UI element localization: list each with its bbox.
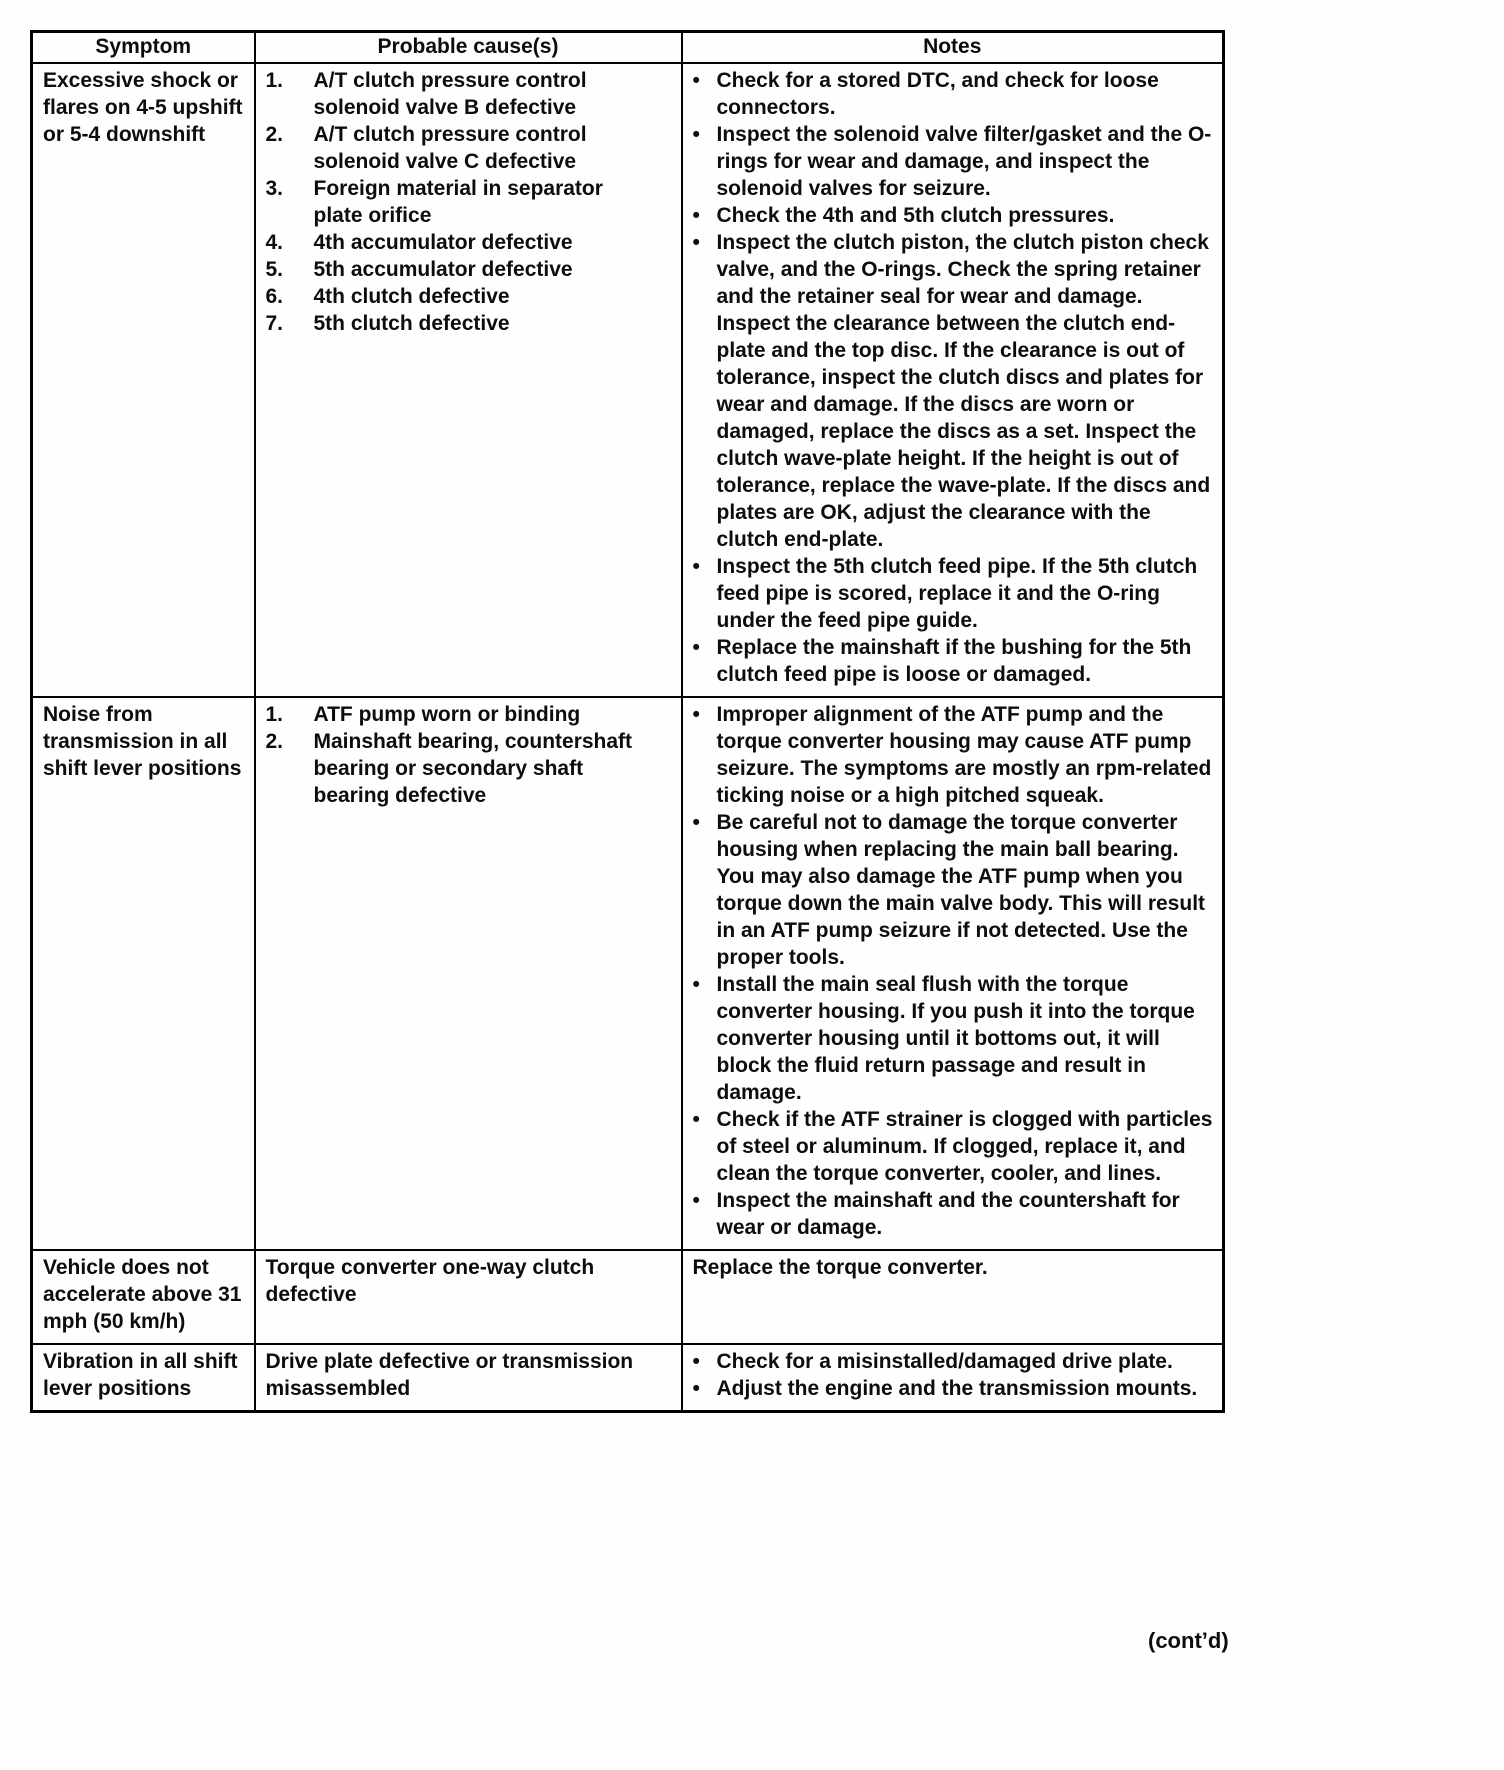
cause-text: 5th clutch defective (313, 312, 510, 335)
cause-item (266, 310, 649, 337)
bullet-marker: • (692, 811, 700, 834)
table-row (32, 63, 1224, 697)
note-text: Check for a misinstalled/damaged drive plate. (716, 1350, 1173, 1373)
cause-item (266, 283, 649, 310)
troubleshooting-table (30, 30, 1225, 1413)
note-text: Inspect the solenoid valve filter/gasket and the O-rings for wear and damage, and inspect the solenoid valves for seizure. (716, 123, 1212, 200)
note-text: Adjust the engine and the transmission mounts. (716, 1377, 1198, 1400)
table-header-row (32, 32, 1224, 64)
bullet-marker: • (692, 1350, 700, 1373)
column-header-symptom: Symptom (32, 32, 255, 64)
cause-number: 6. (265, 285, 284, 308)
cause-number: 2. (265, 730, 284, 753)
note-item (693, 1348, 1215, 1375)
notes-cell (682, 697, 1224, 1250)
note-item (693, 1187, 1215, 1241)
note-text: Replace the mainshaft if the bushing for the 5th clutch feed pipe is loose or damaged. (716, 636, 1192, 686)
cause-item (266, 121, 649, 175)
cause-text: Torque converter one-way clutch defective (265, 1256, 595, 1306)
table-row (32, 697, 1224, 1250)
cause-item (266, 1348, 649, 1402)
note-item (693, 809, 1215, 971)
note-text: Improper alignment of the ATF pump and the torque converter housing may cause ATF pump seizure. The symptoms are mostly an rpm-related ticking noise or a high pitched squeak. (716, 703, 1212, 807)
note-text: Replace the torque converter. (692, 1256, 988, 1279)
cause-item (266, 1254, 649, 1308)
notes-cell (682, 1250, 1224, 1344)
probable-causes-cell (255, 1250, 682, 1344)
cause-number: 5. (265, 258, 284, 281)
bullet-marker: • (692, 1108, 700, 1131)
cause-item (266, 701, 649, 728)
bullet-marker: • (692, 973, 700, 996)
cause-number: 2. (265, 123, 284, 146)
cause-text: Drive plate defective or transmission misassembled (265, 1350, 634, 1400)
bullet-marker: • (692, 1377, 700, 1400)
probable-causes-cell (255, 63, 682, 697)
note-text: Check for a stored DTC, and check for loose connectors. (716, 69, 1159, 119)
note-text: Inspect the mainshaft and the countershaft for wear or damage. (716, 1189, 1180, 1239)
note-item (693, 229, 1215, 553)
bullet-marker: • (692, 69, 700, 92)
cause-text: 4th accumulator defective (313, 231, 573, 254)
symptom-cell: Vibration in all shift lever positions (32, 1344, 255, 1412)
note-item (693, 121, 1215, 202)
cause-text: Foreign material in separator plate orifice (313, 177, 603, 227)
cause-number: 1. (265, 69, 284, 92)
note-text: Install the main seal flush with the torque converter housing. If you push it into the torque converter housing until it bottoms out, it will block the fluid return passage and result in damage. (716, 973, 1195, 1104)
table-row (32, 1250, 1224, 1344)
cause-text: A/T clutch pressure control solenoid valve C defective (313, 123, 587, 173)
cause-item (266, 229, 649, 256)
notes-cell (682, 1344, 1224, 1412)
table-row (32, 1344, 1224, 1412)
note-item (693, 701, 1215, 809)
symptom-cell: Noise from transmission in all shift lever positions (32, 697, 255, 1250)
column-header-notes: Notes (682, 32, 1224, 64)
note-item (693, 553, 1215, 634)
note-item (693, 1106, 1215, 1187)
cause-item (266, 175, 649, 229)
bullet-marker: • (692, 555, 700, 578)
continued-note: (cont’d) (1148, 1628, 1229, 1653)
cause-item (266, 256, 649, 283)
note-text: Be careful not to damage the torque converter housing when replacing the main ball bearing. You may also damage the ATF pump when you torque down the main valve body. This will result in an ATF pump seizure if not detected. Use the proper tools. (716, 811, 1206, 969)
bullet-marker: • (692, 703, 700, 726)
cause-text: A/T clutch pressure control solenoid valve B defective (313, 69, 587, 119)
cause-number: 7. (265, 312, 284, 335)
column-header-probable-causes: Probable cause(s) (255, 32, 682, 64)
probable-causes-cell (255, 1344, 682, 1412)
cause-number: 3. (265, 177, 284, 200)
note-item (693, 1254, 1215, 1281)
note-text: Inspect the 5th clutch feed pipe. If the 5th clutch feed pipe is scored, replace it and the O-ring under the feed pipe guide. (716, 555, 1198, 632)
bullet-marker: • (692, 123, 700, 146)
note-text: Inspect the clutch piston, the clutch piston check valve, and the O-rings. Check the spring retainer and the retainer seal for wear and damage. Inspect the clearance between the clutch end-plate and the top disc. If the clearance is out of tolerance, inspect the clutch discs and plates for wear and damage. If the discs are worn or damaged, replace the discs as a set. Inspect the clutch wave-plate height. If the height is out of tolerance, replace the wave-plate. If the discs and plates are OK, adjust the clearance with the clutch end-plate. (716, 231, 1211, 551)
note-item (693, 634, 1215, 688)
cause-text: ATF pump worn or binding (313, 703, 581, 726)
note-item (693, 202, 1215, 229)
cause-item (266, 67, 649, 121)
symptom-cell: Vehicle does not accelerate above 31 mph (50 km/h) (32, 1250, 255, 1344)
note-item (693, 971, 1215, 1106)
probable-causes-cell (255, 697, 682, 1250)
cause-number: 1. (265, 703, 284, 726)
notes-cell (682, 63, 1224, 697)
note-text: Check if the ATF strainer is clogged with particles of steel or aluminum. If clogged, replace it, and clean the torque converter, cooler, and lines. (716, 1108, 1213, 1185)
cause-text: Mainshaft bearing, countershaft bearing or secondary shaft bearing defective (313, 730, 633, 807)
bullet-marker: • (692, 231, 700, 254)
cause-text: 4th clutch defective (313, 285, 510, 308)
cause-number: 4. (265, 231, 284, 254)
note-text: Check the 4th and 5th clutch pressures. (716, 204, 1115, 227)
symptom-cell: Excessive shock or flares on 4-5 upshift or 5-4 downshift (32, 63, 255, 697)
note-item (693, 67, 1215, 121)
cause-text: 5th accumulator defective (313, 258, 573, 281)
cause-item (266, 728, 649, 809)
table-body (32, 63, 1224, 1412)
note-item (693, 1375, 1215, 1402)
bullet-marker: • (692, 204, 700, 227)
bullet-marker: • (692, 1189, 700, 1212)
bullet-marker: • (692, 636, 700, 659)
